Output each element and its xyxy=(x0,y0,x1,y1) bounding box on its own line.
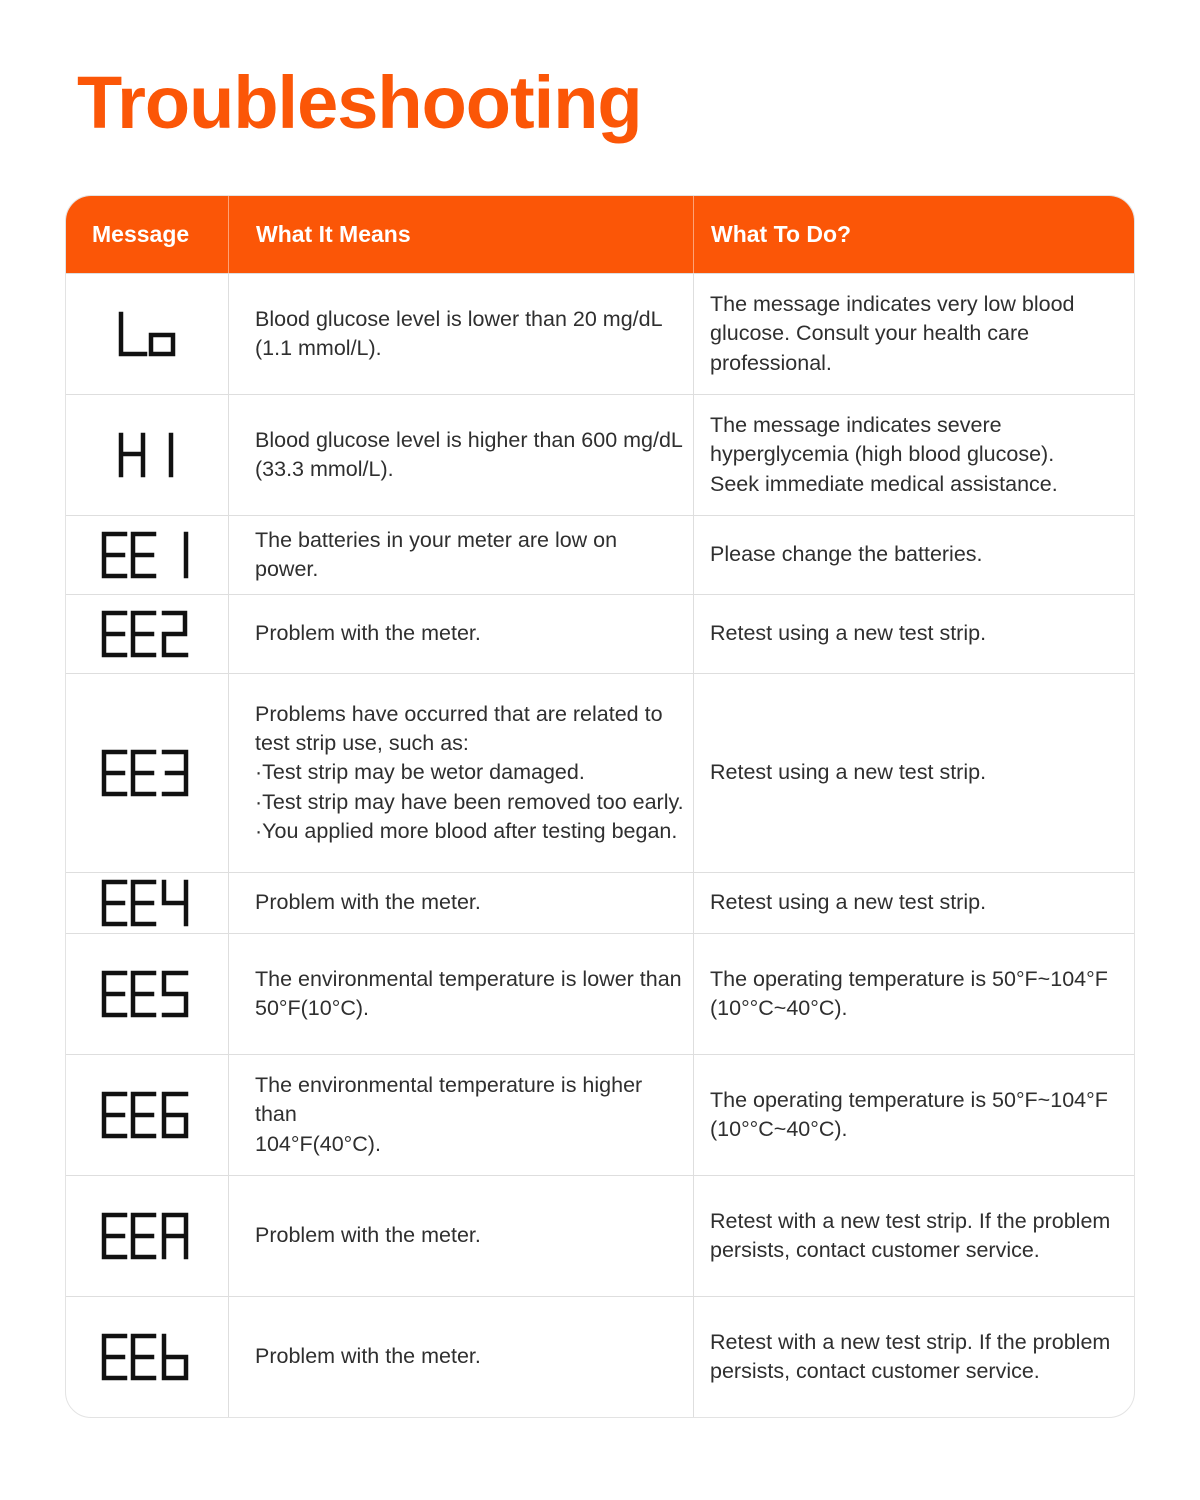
header-message: Message xyxy=(92,221,190,247)
table-row xyxy=(66,515,1134,594)
error-code-eeb xyxy=(66,1297,228,1417)
table-row xyxy=(66,933,1134,1054)
row-meaning: Problem with the meter. xyxy=(255,1223,481,1248)
lcd-lo-glyph xyxy=(117,311,177,357)
lcd-ee6-glyph xyxy=(101,1091,193,1139)
row-action: Retest using a new test strip. xyxy=(710,760,987,785)
error-code-ee5 xyxy=(66,934,228,1054)
row-action: Retest with a new test strip. If the problem persists, contact customer service. xyxy=(710,1329,1111,1383)
table-row xyxy=(66,594,1134,673)
row-meaning: The environmental temperature is higher than 104°F(40°C). xyxy=(255,1073,643,1156)
row-meaning: Blood glucose level is higher than 600 mg/dL (33.3 mmol/L). xyxy=(255,427,683,481)
table-header xyxy=(66,196,1134,273)
lcd-ee4-glyph xyxy=(101,879,193,927)
table-row xyxy=(66,1296,1134,1417)
table-row xyxy=(66,872,1134,933)
row-action: The operating temperature is 50°F~104°F (10°°C~40°C). xyxy=(710,1087,1108,1141)
row-action: Retest with a new test strip. If the problem persists, contact customer service. xyxy=(710,1208,1111,1262)
row-action: The operating temperature is 50°F~104°F (10°°C~40°C). xyxy=(710,966,1108,1020)
error-code-lo xyxy=(66,274,228,394)
lcd-eeb-glyph xyxy=(101,1333,193,1381)
row-meaning: Problem with the meter. xyxy=(255,890,481,915)
table-row xyxy=(66,394,1134,515)
row-meaning: Blood glucose level is lower than 20 mg/dL (1.1 mmol/L). xyxy=(255,306,663,360)
error-code-hi xyxy=(66,395,228,515)
lcd-eea-glyph xyxy=(101,1212,193,1260)
error-code-eea xyxy=(66,1176,228,1296)
table-row xyxy=(66,1054,1134,1175)
row-meaning: The environmental temperature is lower than 50°F(10°C). xyxy=(255,966,682,1020)
lcd-ee2-glyph xyxy=(101,610,193,658)
row-action: The message indicates severe hyperglycemia (high blood glucose). Seek immediate medical assistance. xyxy=(710,413,1058,496)
error-code-ee1 xyxy=(66,516,228,594)
row-meaning: Problem with the meter. xyxy=(255,621,481,646)
error-code-ee2 xyxy=(66,595,228,673)
row-action: The message indicates very low blood glucose. Consult your health care professional. xyxy=(710,292,1075,375)
table-row xyxy=(66,273,1134,394)
header-what-to-do: What To Do? xyxy=(693,196,1134,273)
table-row xyxy=(66,1175,1134,1296)
row-action: Retest using a new test strip. xyxy=(710,890,987,915)
lcd-ee1-glyph xyxy=(101,531,193,579)
troubleshooting-table xyxy=(65,195,1135,1418)
lcd-ee3-glyph xyxy=(101,749,193,797)
table-row xyxy=(66,673,1134,872)
row-meaning: Problem with the meter. xyxy=(255,1344,481,1369)
error-code-ee6 xyxy=(66,1055,228,1175)
error-code-ee3 xyxy=(66,674,228,872)
header-what-it-means: What It Means xyxy=(228,196,693,273)
error-code-ee4 xyxy=(66,873,228,933)
row-action: Retest using a new test strip. xyxy=(710,621,987,646)
row-meaning: Problems have occurred that are related to test strip use, such as: ·Test strip may be wetor damaged. ·Test strip may have been removed too early. ·You applied more blood after testing began. xyxy=(255,702,684,843)
row-meaning: The batteries in your meter are low on power. xyxy=(255,527,618,581)
row-action: Please change the batteries. xyxy=(710,542,983,567)
lcd-ee5-glyph xyxy=(101,970,193,1018)
page-title: Troubleshooting xyxy=(77,61,642,144)
lcd-hi-glyph xyxy=(117,432,177,478)
